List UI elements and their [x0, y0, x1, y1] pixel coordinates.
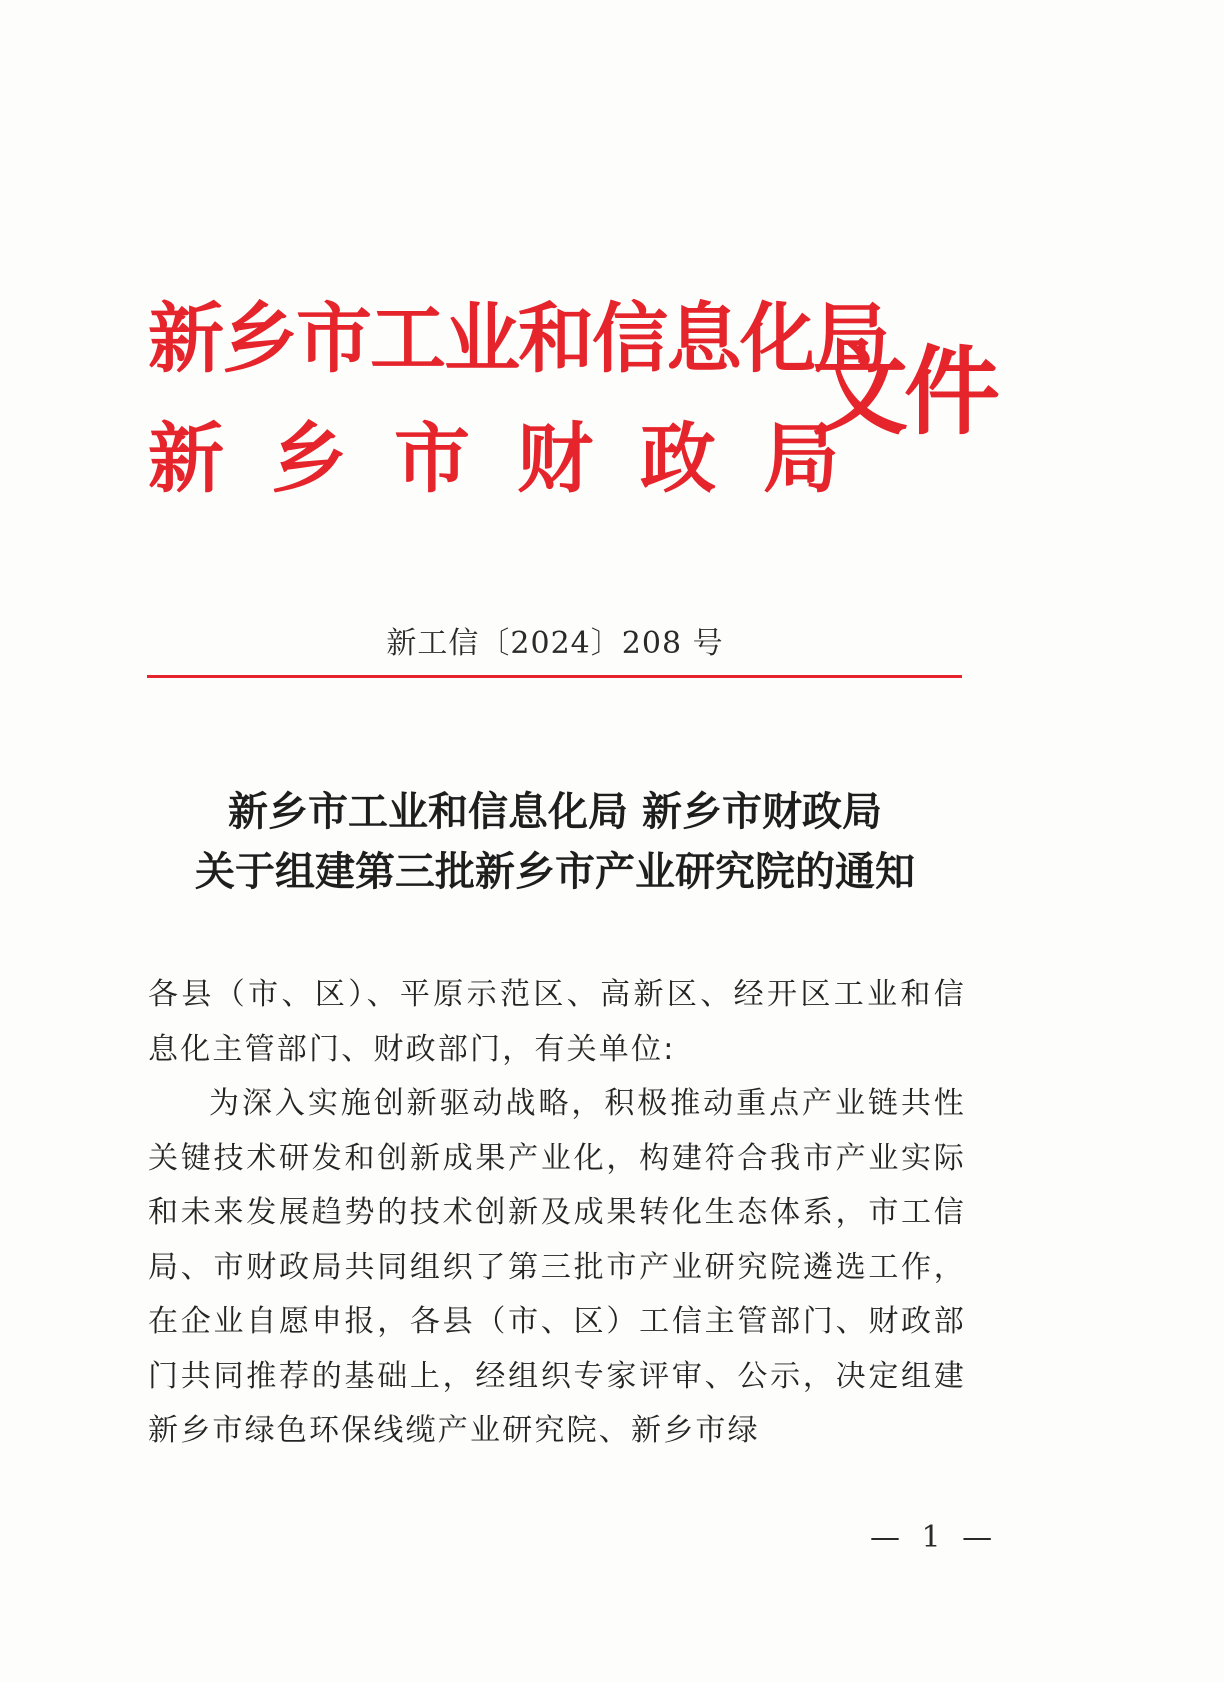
- page-number: — 1 —: [870, 1520, 999, 1555]
- document-number: 新工信〔2024〕208 号: [386, 626, 724, 661]
- notice-body: [148, 968, 966, 1459]
- salutation: 各县（市、区）、平原示范区、高新区、经开区工业和信息化主管部门、财政部门，有关单位:: [148, 977, 966, 1067]
- notice-title-line-2: 关于组建第三批新乡市产业研究院的通知: [195, 848, 915, 895]
- notice-title-line-1: 新乡市工业和信息化局 新乡市财政局: [228, 788, 882, 835]
- issuer-line-2: 新乡市财政局: [148, 414, 886, 503]
- body-paragraph: 为深入实施创新驱动战略，积极推动重点产业链共性关键技术研发和创新成果产业化，构建符合我市产业实际和未来发展趋势的技术创新及成果转化生态体系，市工信局、市财政局共同组织了第三批市产业研究院遴选工作，在企业自愿申报，各县（市、区）工信主管部门、财政部门共同推荐的基础上，经组织专家评审、公示，决定组建新乡市绿色环保线缆产业研究院、新乡市绿: [148, 1086, 966, 1448]
- red-separator-line: [147, 675, 962, 678]
- issuer-line-1: 新乡市工业和信息化局: [148, 294, 888, 383]
- document-type-label: 文件: [812, 335, 996, 448]
